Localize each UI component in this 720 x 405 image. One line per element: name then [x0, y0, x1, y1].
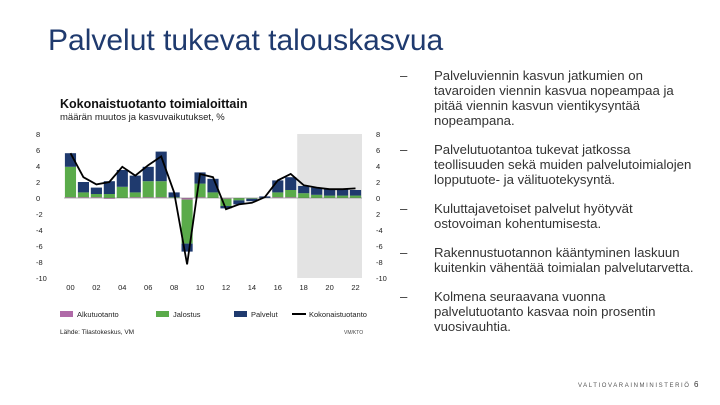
y-tick-label-right: -10: [376, 274, 387, 283]
bar-segment: [324, 189, 335, 195]
y-tick-label-right: 2: [376, 178, 381, 187]
y-tick-label-left: -10: [36, 274, 47, 283]
x-tick-label: 22: [351, 283, 360, 292]
plot-area: [36, 130, 387, 292]
x-tick-label: 02: [92, 283, 101, 292]
bar-segment: [272, 192, 283, 197]
legend-label: Alkutuotanto: [77, 310, 119, 319]
legend-swatch: [234, 311, 247, 317]
bar-segment: [156, 181, 167, 197]
chart-legend: [60, 310, 367, 319]
bar-segment: [78, 192, 89, 197]
bar-segment: [117, 187, 128, 198]
y-tick-label-right: 4: [376, 162, 381, 171]
y-tick-label-right: 0: [376, 194, 381, 203]
bullet-text: Rakennustuotannon kääntyminen laskuun kuitenkin vähentää toimialan palvelutarvetta.: [434, 245, 694, 275]
bar-segment: [65, 167, 76, 197]
bar-segment: [130, 176, 141, 193]
bullet-dash: –: [400, 245, 408, 260]
y-tick-label-left: -2: [36, 210, 43, 219]
bar-segment: [104, 194, 115, 198]
x-tick-label: 00: [66, 283, 75, 292]
bar-segment: [337, 189, 348, 195]
bullet-text: Kuluttajavetoiset palvelut hyötyvät ostovoiman kohentumisesta.: [434, 201, 633, 231]
x-tick-label: 04: [118, 283, 127, 292]
y-tick-label-left: -4: [36, 226, 43, 235]
bullet-text: Kolmena seuraavana vuonna palvelutuotanto kasvaa noin prosentin vuosivauhtia.: [434, 289, 656, 334]
bullet-text: Palveluviennin kasvun jatkumien on tavaroiden viennin kasvua nopeampaa ja pitää viennin kasvun vientikysyntää nopeampana.: [434, 68, 674, 128]
y-tick-label-left: 0: [36, 194, 41, 203]
x-tick-label: 06: [144, 283, 153, 292]
y-tick-label-right: 2: [376, 210, 381, 219]
legend-label: Kokonaistuotanto: [309, 310, 367, 319]
bar-segment: [337, 196, 348, 198]
bullet-dash: –: [400, 142, 408, 157]
bullet-item: [398, 245, 698, 275]
bar-segment: [311, 195, 322, 198]
legend-label: Jalostus: [173, 310, 201, 319]
y-tick-label-left: 8: [36, 130, 41, 139]
x-tick-label: 20: [325, 283, 334, 292]
bar-segment: [350, 190, 361, 196]
bullet-dash: –: [400, 289, 408, 304]
chart-title: Kokonaistuotanto toimialoittain: [60, 97, 248, 111]
bar-segment: [285, 190, 296, 197]
y-tick-label-right: -8: [376, 258, 383, 267]
bullet-dash: –: [400, 201, 408, 216]
slide-title: Palvelut tukevat talouskasvua: [48, 24, 444, 57]
y-tick-label-right: -6: [376, 242, 383, 251]
y-tick-label-right: 6: [376, 146, 381, 155]
forecast-shading: [297, 134, 362, 278]
y-tick-label-left: 4: [36, 162, 41, 171]
industry-output-chart: [30, 92, 387, 348]
x-tick-label: 08: [169, 283, 179, 292]
bullet-item: [398, 289, 698, 334]
legend-swatch: [156, 311, 169, 317]
bar-segment: [78, 182, 89, 192]
bar-segment: [130, 192, 141, 197]
y-tick-label-left: 2: [36, 178, 41, 187]
bar-segment: [298, 186, 309, 193]
legend-swatch: [60, 311, 73, 317]
bar-segment: [324, 196, 335, 198]
bullet-item: [398, 68, 698, 128]
bar-segment: [285, 177, 296, 190]
x-tick-label: 14: [247, 283, 257, 292]
y-tick-label-left: 6: [36, 146, 41, 155]
bullet-dash: –: [400, 68, 408, 83]
chart-source: Lähde: Tilastokeskus, VM: [60, 329, 135, 336]
y-tick-label-left: -6: [36, 242, 43, 251]
y-tick-label-left: -8: [36, 258, 43, 267]
y-tick-label-right: -4: [376, 226, 383, 235]
bar-segment: [298, 193, 309, 198]
chart-code: VM/KTO: [344, 330, 364, 336]
bar-segment: [350, 196, 361, 198]
legend-label: Palvelut: [251, 310, 278, 319]
bar-segment: [143, 181, 154, 197]
bullet-item: [398, 201, 698, 231]
chart-subtitle: määrän muutos ja kasvuvaikutukset, %: [60, 112, 225, 123]
x-tick-label: 10: [195, 283, 205, 292]
bullet-list: [398, 68, 698, 348]
x-tick-label: 18: [299, 283, 308, 292]
footer-organization-logo: VALTIOVARAINMINISTERIÖ: [578, 383, 691, 389]
y-tick-label-right: 8: [376, 130, 381, 139]
x-tick-label: 16: [273, 283, 282, 292]
bar-segment: [207, 192, 218, 198]
x-tick-label: 12: [221, 283, 231, 292]
page-number: 6: [694, 380, 699, 389]
bar-segment: [91, 188, 102, 194]
bar-segment: [233, 198, 244, 200]
bar-segment: [91, 194, 102, 197]
bullet-item: [398, 142, 698, 187]
bullet-text: Palvelutuotantoa tukevat jatkossa teollisuuden sekä muiden palvelutoimialojen lopputuote- ja välituotekysyntä.: [434, 142, 692, 187]
